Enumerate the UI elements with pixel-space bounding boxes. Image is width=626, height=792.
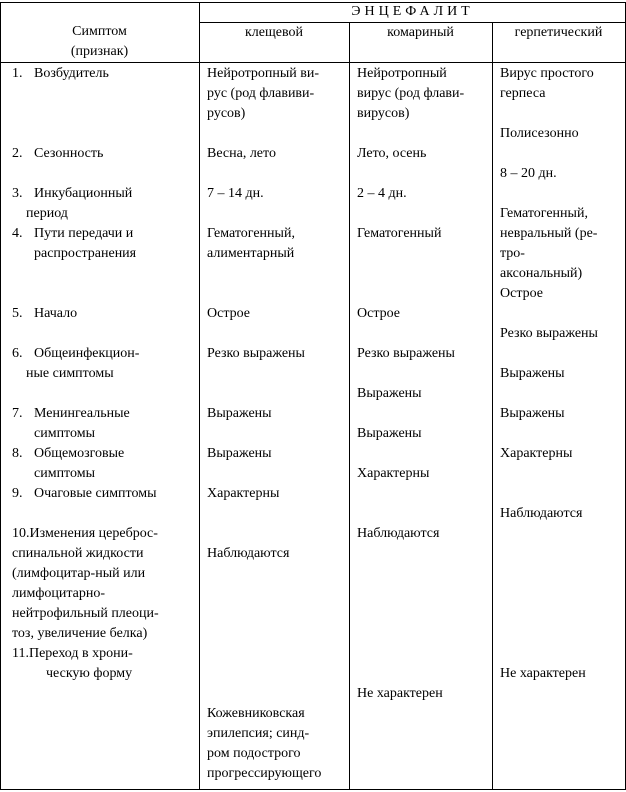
tick-cell: Выражены [207, 406, 272, 421]
mosquito-cell: Выражены [357, 386, 422, 401]
mosquito-cell: Наблюдаются [357, 526, 440, 541]
herpes-cell: герпеса [500, 86, 546, 101]
herpes-cell: невральный (ре- [500, 226, 598, 241]
symptom-label: Общемозговые [34, 446, 125, 461]
symptom-number: 4. [12, 226, 23, 241]
herpes-cell: Резко выражены [500, 326, 598, 341]
tick-cell: Характерны [207, 486, 280, 501]
column-header-mosquito: комариный [387, 25, 454, 40]
symptom-label: период [26, 206, 68, 221]
herpes-cell: Характерны [500, 446, 573, 461]
symptom-label: тоз, увеличение белка) [12, 626, 148, 641]
symptom-label: (лимфоцитар-ный или [12, 566, 146, 581]
tick-cell: Выражены [207, 446, 272, 461]
tick-cell: ром подострого [207, 746, 301, 761]
mosquito-cell: Нейротропный [357, 66, 447, 81]
tick-cell: Острое [207, 306, 250, 321]
herpes-cell: Гематогенный, [500, 206, 588, 221]
encephalitis-group-header: ЭНЦЕФАЛИТ [351, 4, 474, 19]
symptom-number: 6. [12, 346, 23, 361]
symptom-number: 7. [12, 406, 23, 421]
symptom-label: Общеинфекцион- [34, 346, 140, 361]
mosquito-cell: Гематогенный [357, 226, 442, 241]
symptom-label: Возбудитель [34, 66, 109, 81]
col-border-symptom [199, 2, 200, 790]
tick-cell: русов) [207, 106, 246, 121]
col-border-left [0, 2, 1, 790]
symptom-label: симптомы [34, 466, 95, 481]
symptom-label: распространения [34, 246, 137, 261]
herpes-cell: аксональный) [500, 266, 583, 281]
symptom-number: 3. [12, 186, 23, 201]
herpes-cell: 8 – 20 дн. [500, 166, 557, 181]
tick-cell: прогрессирующего [207, 766, 322, 781]
tick-cell: Резко выражены [207, 346, 305, 361]
herpes-cell: Выражены [500, 406, 565, 421]
tick-cell: Гематогенный, [207, 226, 295, 241]
herpes-cell: Вирус простого [500, 66, 594, 81]
tick-cell: Кожевниковская [207, 706, 305, 721]
symptom-label: Начало [34, 306, 78, 321]
symptom-label: Пути передачи и [34, 226, 134, 241]
mosquito-cell: вирус (род флави- [357, 86, 465, 101]
header-bottom-border [0, 62, 626, 63]
symptom-label: ческую форму [46, 666, 133, 681]
column-header-herpes: герпетический [514, 25, 603, 40]
symptom-number: 5. [12, 306, 23, 321]
col-border-tick [349, 22, 350, 790]
symptom-label: Сезонность [34, 146, 104, 161]
symptom-number: 9. [12, 486, 23, 501]
symptom-number: 1. [12, 66, 23, 81]
tick-cell: алиментарный [207, 246, 295, 261]
symptom-label: нейтрофильный плеоци- [12, 606, 159, 621]
tick-cell: 7 – 14 дн. [207, 186, 264, 201]
herpes-cell: Выражены [500, 366, 565, 381]
symptom-number: 8. [12, 446, 23, 461]
symptom-label: 10.Изменения цереброс- [12, 526, 158, 541]
table-bottom-border [0, 789, 626, 790]
symptom-header-subtitle: (признак) [70, 44, 129, 59]
mosquito-cell: 2 – 4 дн. [357, 186, 407, 201]
herpes-cell: Полисезонно [500, 126, 579, 141]
symptom-label: лимфоцитарно- [12, 586, 106, 601]
herpes-cell: Не характерен [500, 666, 586, 681]
tick-cell: Весна, лето [207, 146, 276, 161]
col-border-mosquito [492, 22, 493, 790]
tick-cell: эпилепсия; синд- [207, 726, 310, 741]
symptom-label: Очаговые симптомы [34, 486, 157, 501]
mosquito-cell: Лето, осень [357, 146, 427, 161]
symptom-label: 11.Переход в хрони- [12, 646, 133, 661]
symptom-header-title: Симптом [72, 24, 127, 39]
mosquito-cell: Острое [357, 306, 400, 321]
mosquito-cell: Резко выражены [357, 346, 455, 361]
symptom-label: симптомы [34, 426, 95, 441]
symptom-label: спинальной жидкости [12, 546, 144, 561]
symptom-label: Менингеальные [34, 406, 130, 421]
herpes-cell: Острое [500, 286, 543, 301]
symptom-label: Инкубационный [34, 186, 133, 201]
column-header-tick: клещевой [244, 25, 303, 40]
symptom-number: 2. [12, 146, 23, 161]
mosquito-cell: Характерны [357, 466, 430, 481]
herpes-cell: тро- [500, 246, 525, 261]
symptom-header [0, 22, 199, 62]
tick-cell: рус (род флавиви- [207, 86, 315, 101]
mosquito-cell: вирусов) [357, 106, 410, 121]
mosquito-cell: Выражены [357, 426, 422, 441]
tick-cell: Наблюдаются [207, 546, 290, 561]
herpes-cell: Наблюдаются [500, 506, 583, 521]
mosquito-cell: Не характерен [357, 686, 443, 701]
tick-cell: Нейротропный ви- [207, 66, 320, 81]
symptom-label: ные симптомы [26, 366, 114, 381]
